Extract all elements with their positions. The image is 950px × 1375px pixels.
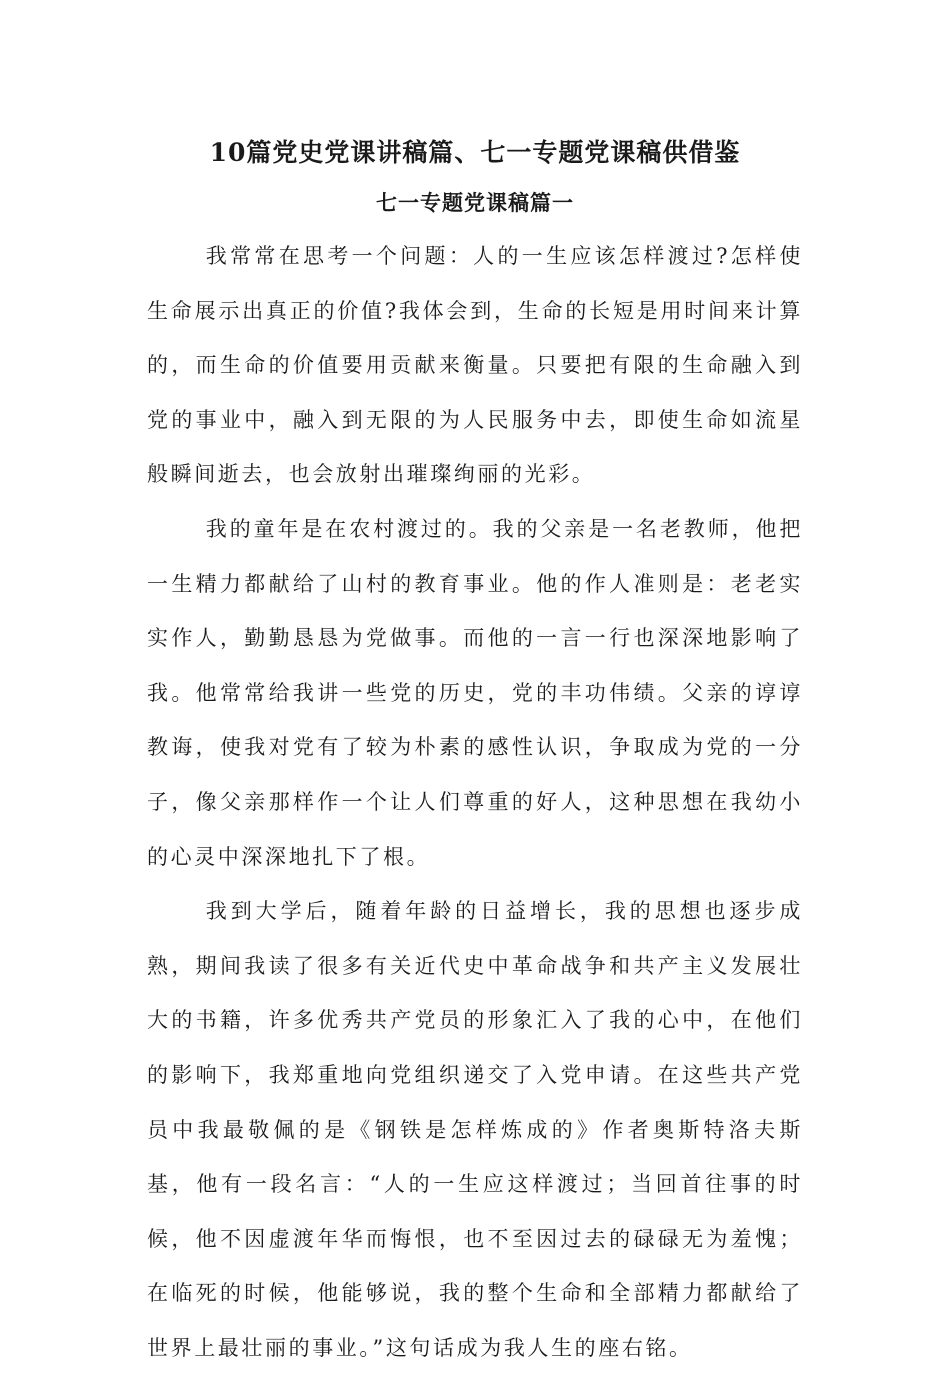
- paragraph: 我到大学后，随着年龄的日益增长，我的思想也逐步成熟，期间我读了很多有关近代史中革命战争和共产主义发展壮大的书籍，许多优秀共产党员的形象汇入了我的心中，在他们的影响下，我郑重地向党组织递交了入党申请。在这些共产党员中我最敬佩的是《钢铁是怎样炼成的》作者奥斯特洛夫斯基，他有一段名言：“人的一生应这样渡过；当回首往事的时候，他不因虚渡年华而悔恨，也不至因过去的碌碌无为羞愧；在临死的时候，他能够说，我的整个生命和全部精力都献给了世界上最壮丽的事业。”这句话成为我人生的座右铭。: [147, 899, 803, 1360]
- paragraph: 我常常在思考一个问题：人的一生应该怎样渡过?怎样使生命展示出真正的价值?我体会到，生命的长短是用时间来计算的，而生命的价值要用贡献来衡量。只要把有限的生命融入到党的事业中，融入到无限的为人民服务中去，即使生命如流星般瞬间逝去，也会放射出璀璨绚丽的光彩。: [147, 244, 803, 487]
- document-title: 10篇党史党课讲稿篇、七一专题党课稿供借鉴: [209, 138, 741, 167]
- document-body: [147, 229, 803, 1375]
- paragraph: 我的童年是在农村渡过的。我的父亲是一名老教师，他把一生精力都献给了山村的教育事业。他的作人准则是：老老实实作人，勤勤恳恳为党做事。而他的一言一行也深深地影响了我。他常常给我讲一些党的历史，党的丰功伟绩。父亲的谆谆教诲，使我对党有了较为朴素的感性认识，争取成为党的一分子，像父亲那样作一个让人们尊重的好人，这种思想在我幼小的心灵中深深地扎下了根。: [147, 516, 803, 869]
- section-title: 七一专题党课稿篇一: [376, 190, 574, 215]
